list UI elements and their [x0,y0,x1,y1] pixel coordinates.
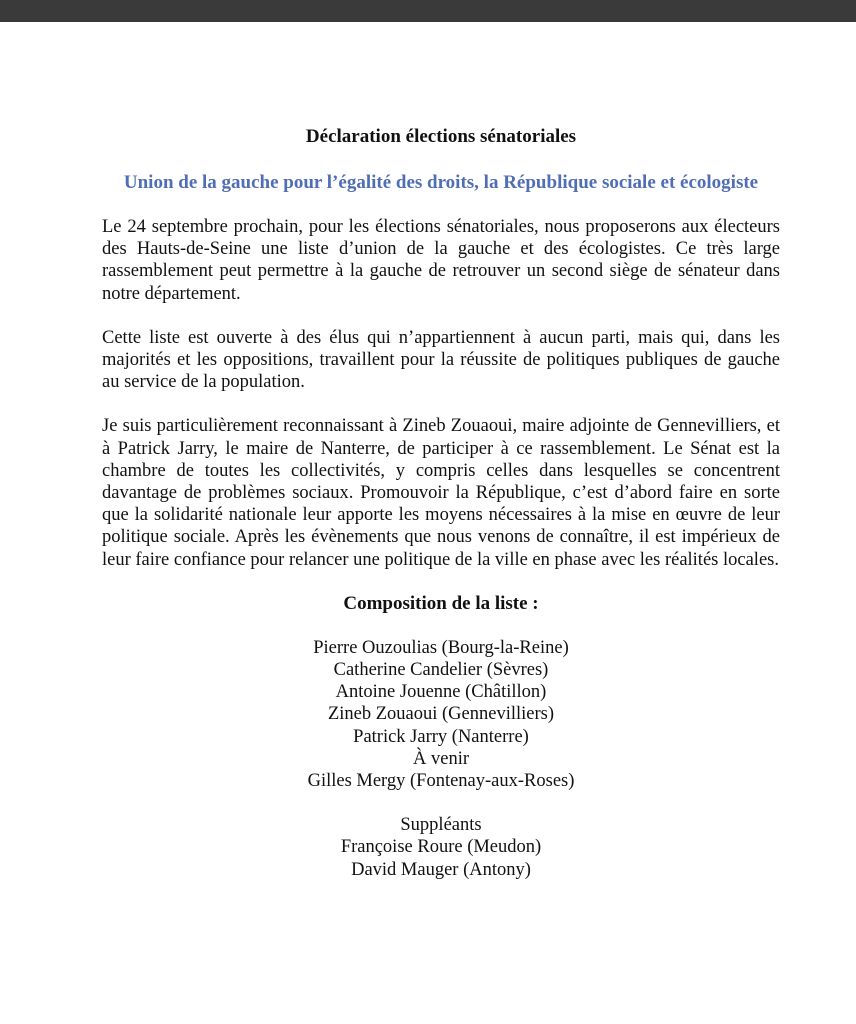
candidate-item: Catherine Candelier (Sèvres) [333,660,549,681]
candidate-item: À venir [413,748,469,769]
candidate-item: Antoine Jouenne (Châtillon) [335,682,547,703]
document-page [102,126,780,881]
candidate-list [102,637,780,792]
candidate-item: Pierre Ouzoulias (Bourg-la-Reine) [313,637,569,658]
paragraph-2: Cette liste est ouverte à des élus qui n’appartiennent à aucun parti, mais qui, dans les majorités et les oppositions, travaillent pour la réussite de politiques publiques de gauche au service de la population. [102,327,780,393]
document-title: Déclaration élections sénatoriales [305,126,577,147]
supplement-item: Françoise Roure (Meudon) [340,837,542,858]
top-bar [0,0,856,22]
candidate-item: Gilles Mergy (Fontenay-aux-Roses) [307,771,575,792]
composition-heading: Composition de la liste : [343,592,539,614]
document-subtitle: Union de la gauche pour l’égalité des droits, la République sociale et écologiste [123,172,759,193]
candidate-item: Patrick Jarry (Nanterre) [353,726,529,747]
supplement-item: David Mauger (Antony) [351,859,531,880]
candidate-item: Zineb Zouaoui (Gennevilliers) [327,704,555,725]
supplements-heading: Suppléants [400,815,482,836]
supplements-list [102,814,780,881]
paragraph-3: Je suis particulièrement reconnaissant à Zineb Zouaoui, maire adjointe de Gennevilliers, et à Patrick Jarry, le maire de Nanterre, de participer à ce rassemblement. Le Sénat est la chambre de toutes les collectivités, y compris celles dans lesquelles se concentrent davantage de problèmes sociaux. Promouvoir la République, c’est d’abord faire en sorte que la solidarité nationale leur apporte les moyens nécessaires à la mise en œuvre de leur politique sociale. Après les évènements que nous venons de connaître, il est impérieux de leur faire confiance pour relancer une politique de la ville en phase avec les réalités locales. [102,416,780,570]
paragraph-1: Le 24 septembre prochain, pour les élections sénatoriales, nous proposerons aux électeurs des Hauts-de-Seine une liste d’union de la gauche et des écologistes. Ce très large rassemblement peut permettre à la gauche de retrouver un second siège de sénateur dans notre département. [102,217,780,304]
